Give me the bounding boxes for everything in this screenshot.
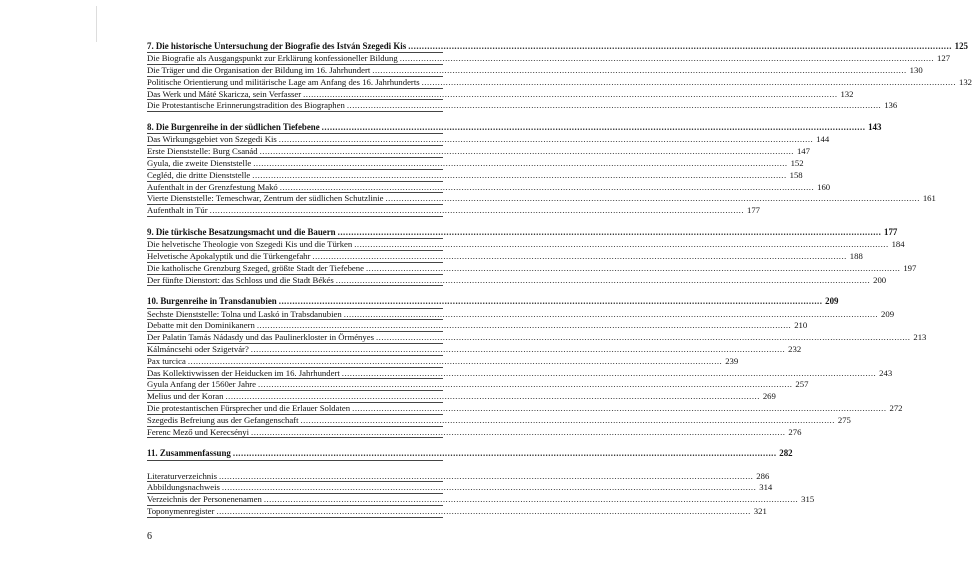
toc-entry xyxy=(147,146,810,158)
entry-page-number: 321 xyxy=(753,505,767,516)
chapter-title: 9. Die türkische Besatzungsmacht und die Bauern xyxy=(147,226,336,237)
dot-leader xyxy=(376,332,910,343)
dot-leader xyxy=(222,482,756,493)
dot-leader xyxy=(352,403,886,414)
dot-leader xyxy=(342,368,876,379)
dot-leader xyxy=(251,344,785,355)
table-of-contents xyxy=(147,41,972,528)
toc-entry xyxy=(147,157,804,170)
chapter-page-number: 143 xyxy=(868,122,882,133)
toc-section xyxy=(147,226,917,286)
toc-entry xyxy=(147,320,808,332)
entry-title: Erste Dienststelle: Burg Csanád xyxy=(147,146,258,157)
dot-leader xyxy=(253,158,787,169)
scan-margin-mark xyxy=(96,6,97,42)
dot-leader xyxy=(322,122,866,133)
entry-page-number: 272 xyxy=(889,402,903,413)
dot-leader xyxy=(188,356,722,367)
entry-page-number: 136 xyxy=(884,100,898,111)
toc-entry xyxy=(147,169,803,182)
toc-entry xyxy=(147,308,895,321)
dot-leader xyxy=(372,65,906,76)
dot-leader xyxy=(257,320,791,331)
chapter-title: 10. Burgenreihe in Transdanubien xyxy=(147,296,277,307)
toc-entry xyxy=(147,343,802,356)
dot-leader xyxy=(408,41,952,52)
entry-page-number: 197 xyxy=(903,262,917,273)
entry-title: Verzeichnis der Personenenamen xyxy=(147,494,262,505)
toc-entry xyxy=(147,205,761,217)
entry-title: Das Kollektivwissen der Heiducken im 16. Jahrhundert xyxy=(147,367,340,378)
toc-chapter-heading xyxy=(147,122,882,134)
entry-page-number: 161 xyxy=(922,193,936,204)
entry-title: Ferenc Mező und Kerecsényi xyxy=(147,426,250,437)
entry-page-number: 160 xyxy=(817,181,831,192)
dot-leader xyxy=(280,182,814,193)
dot-leader xyxy=(251,427,785,438)
entry-title: Literaturverzeichnis xyxy=(147,470,217,481)
toc-entry xyxy=(147,88,854,101)
toc-entry xyxy=(147,332,927,344)
entry-page-number: 132 xyxy=(958,76,972,87)
entry-title: Das Werk und Máté Skaricza, sein Verfasser xyxy=(147,88,302,99)
dot-leader xyxy=(210,205,744,216)
entry-page-number: 209 xyxy=(881,308,895,319)
entry-title: Debatte mit den Dominikanern xyxy=(147,320,255,331)
entry-title: Helvetische Apokalyptik und die Türkengefahr xyxy=(147,250,311,261)
toc-chapter-heading xyxy=(147,296,839,308)
dot-leader xyxy=(219,471,753,482)
toc-entry xyxy=(147,505,767,518)
entry-page-number: 184 xyxy=(891,239,905,250)
toc-entry xyxy=(147,250,863,263)
toc-entry xyxy=(147,494,815,506)
toc-entry xyxy=(147,426,802,439)
toc-entry xyxy=(147,262,917,275)
dot-leader xyxy=(233,448,777,459)
dot-leader xyxy=(279,296,823,307)
entry-title: Die helvetische Theologie von Szegedi Kis und die Türken xyxy=(147,239,353,250)
dot-leader xyxy=(344,309,878,320)
chapter-title: 8. Die Burgenreihe in der südlichen Tiefebene xyxy=(147,122,320,133)
dot-leader xyxy=(312,251,846,262)
entry-title: Pax turcica xyxy=(147,355,186,366)
dot-leader xyxy=(354,239,888,250)
toc-section xyxy=(147,41,972,112)
dot-leader xyxy=(385,193,919,204)
chapter-title: 11. Zusammenfassung xyxy=(147,448,231,459)
entry-title: Gyula, die zweite Dienststelle xyxy=(147,157,252,168)
entry-page-number: 152 xyxy=(790,157,804,168)
entry-page-number: 127 xyxy=(937,53,951,64)
toc-entry xyxy=(147,193,936,205)
entry-page-number: 158 xyxy=(789,169,803,180)
entry-page-number: 276 xyxy=(788,426,802,437)
entry-title: Die katholische Grenzburg Szeged, größte Stadt der Tiefebene xyxy=(147,262,364,273)
chapter-page-number: 125 xyxy=(954,41,968,51)
entry-page-number: 257 xyxy=(795,379,809,390)
entry-title: Politische Orientierung und militärische Lage am Anfang des 16. Jahrhunderts xyxy=(147,76,420,87)
toc-entry xyxy=(147,181,831,194)
toc-entry xyxy=(147,274,887,287)
entry-page-number: 269 xyxy=(762,391,776,402)
toc-section xyxy=(147,296,927,438)
toc-entry xyxy=(147,391,776,403)
entry-title: Kálmáncsehi oder Szigetvár? xyxy=(147,343,249,354)
entry-page-number: 286 xyxy=(756,470,770,481)
dot-leader xyxy=(303,89,837,100)
entry-title: Die Träger und die Organisation der Bildung im 16. Jahrhundert xyxy=(147,65,371,75)
entry-page-number: 132 xyxy=(840,88,854,99)
entry-title: Der Palatin Tamás Nádasdy und das Paulinerkloster in Örményes xyxy=(147,332,374,343)
dot-leader xyxy=(264,494,798,505)
entry-page-number: 314 xyxy=(759,482,773,493)
toc-entry xyxy=(147,65,923,77)
toc-section xyxy=(147,470,815,518)
chapter-page-number: 209 xyxy=(825,296,839,307)
chapter-page-number: 177 xyxy=(884,226,898,237)
dot-leader xyxy=(252,170,786,181)
page-number: 6 xyxy=(147,531,152,542)
toc-entry xyxy=(147,355,739,368)
dot-leader xyxy=(338,227,882,238)
entry-page-number: 315 xyxy=(801,494,815,505)
toc-chapter-heading xyxy=(147,226,898,239)
entry-title: Der fünfte Dienstort: das Schloss und die Stadt Békés xyxy=(147,274,334,285)
toc-entry xyxy=(147,76,972,89)
entry-page-number: 147 xyxy=(796,146,810,157)
entry-title: Sechste Dienststelle: Tolna und Laskó in Trabsdanubien xyxy=(147,308,342,319)
entry-page-number: 200 xyxy=(873,274,887,285)
toc-section xyxy=(147,122,936,217)
dot-leader xyxy=(225,391,759,402)
toc-entry xyxy=(147,100,898,112)
dot-leader xyxy=(400,53,934,64)
dot-leader xyxy=(347,100,881,111)
entry-title: Die Biografie als Ausgangspunkt zur Erklärung konfessioneller Bildung xyxy=(147,53,398,64)
toc-entry xyxy=(147,402,903,415)
entry-title: Vierte Dienststelle: Temeschwar, Zentrum der südlichen Schutzlinie xyxy=(147,193,384,204)
entry-title: Cegléd, die dritte Dienststelle xyxy=(147,169,251,180)
entry-page-number: 275 xyxy=(837,414,851,425)
entry-title: Abbildungsnachweis xyxy=(147,482,220,493)
dot-leader xyxy=(258,379,792,390)
entry-title: Toponymenregister xyxy=(147,505,215,516)
dot-leader xyxy=(422,77,956,88)
entry-page-number: 177 xyxy=(746,205,761,216)
entry-page-number: 243 xyxy=(879,367,893,378)
chapter-title: 7. Die historische Untersuchung der Biografie des István Szegedi Kis xyxy=(147,41,407,51)
entry-title: Das Wirkungsgebiet von Szegedi Kis xyxy=(147,134,277,145)
dot-leader xyxy=(279,134,813,145)
entry-title: Die Protestantische Erinnerungstradition des Biographen xyxy=(147,100,345,111)
toc-entry xyxy=(147,379,809,391)
entry-page-number: 232 xyxy=(788,343,802,354)
toc-entry xyxy=(147,414,851,427)
toc-entry xyxy=(147,53,951,65)
toc-section xyxy=(147,448,793,460)
dot-leader xyxy=(216,506,750,517)
toc-entry xyxy=(147,239,905,251)
entry-page-number: 130 xyxy=(909,65,923,75)
toc-entry xyxy=(147,482,773,494)
entry-title: Melius und der Koran xyxy=(147,391,224,402)
entry-page-number: 144 xyxy=(816,134,830,145)
entry-title: Gyula Anfang der 1560er Jahre xyxy=(147,379,257,390)
entry-page-number: 210 xyxy=(794,320,808,331)
dot-leader xyxy=(301,415,835,426)
entry-title: Aufenthalt in der Grenzfestung Makó xyxy=(147,181,278,192)
entry-title: Szegedis Befreiung aus der Gefangenschaft xyxy=(147,414,299,425)
toc-entry xyxy=(147,367,893,380)
entry-title: Die protestantischen Fürsprecher und die Erlauer Soldaten xyxy=(147,402,351,413)
toc-entry xyxy=(147,470,770,483)
entry-page-number: 213 xyxy=(913,332,927,343)
chapter-page-number: 282 xyxy=(779,448,793,459)
dot-leader xyxy=(260,146,794,157)
dot-leader xyxy=(366,263,900,274)
dot-leader xyxy=(336,275,870,286)
toc-chapter-heading xyxy=(147,41,968,53)
entry-page-number: 188 xyxy=(849,250,863,261)
toc-chapter-heading xyxy=(147,448,793,460)
toc-entry xyxy=(147,134,830,146)
entry-title: Aufenthalt in Túr xyxy=(147,205,208,216)
entry-page-number: 239 xyxy=(725,355,739,366)
